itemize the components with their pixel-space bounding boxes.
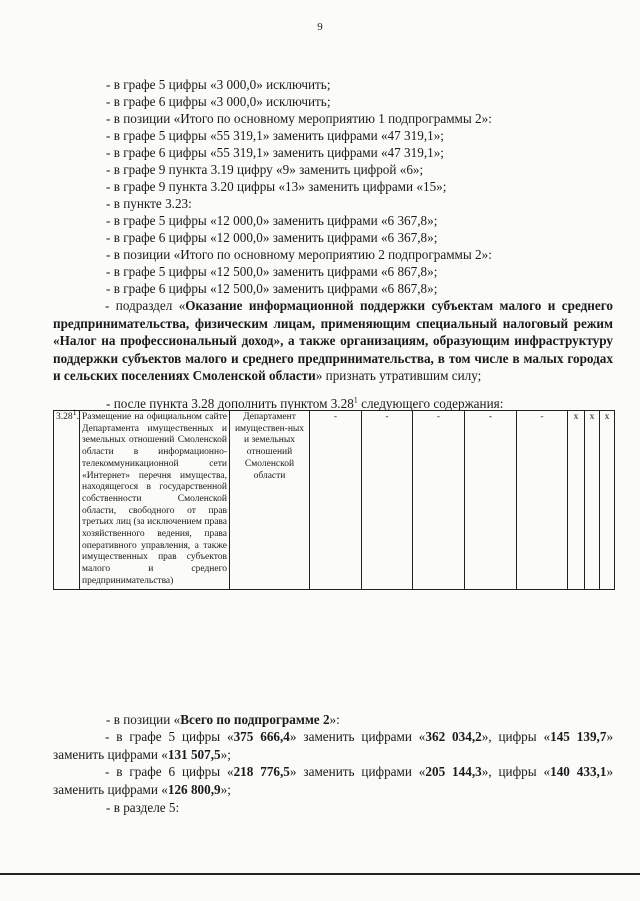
point-number: 3.28 — [56, 412, 73, 422]
dash-cell: - — [413, 411, 465, 590]
amendment-line: - в пункте 3.23: — [106, 196, 192, 211]
new-value: 126 800,9 — [167, 781, 221, 797]
subsection-suffix: » признать утратившим силу; — [315, 368, 482, 384]
text-fragment: » заменить цифрами « — [53, 729, 614, 762]
amendment-line: - в графе 9 пункта 3.20 цифры «13» заменить цифрами «15»; — [106, 179, 447, 194]
new-value: 131 507,5 — [167, 746, 221, 762]
new-value: 205 144,3 — [425, 764, 482, 779]
point-number-cell — [54, 407, 80, 590]
old-value: 140 433,1 — [550, 764, 607, 779]
text-fragment: - в графе 6 цифры « — [105, 764, 234, 779]
dash-cell: - — [310, 411, 362, 590]
amendment-line: - в графе 6 цифры «12 000,0» заменить цифрами «6 367,8»; — [106, 230, 438, 245]
text-fragment: »; — [220, 746, 231, 762]
amendment-line: - в графе 5 цифры «55 319,1» заменить цифрами «47 319,1»; — [106, 128, 444, 143]
dash-cell: - — [362, 411, 413, 590]
amendment-line: - в графе 5 цифры «12 500,0» заменить цифрами «6 867,8»; — [106, 264, 438, 279]
amendment-table — [53, 407, 615, 590]
amendment-line: - в графе 5 цифры «12 000,0» заменить цифрами «6 367,8»; — [106, 213, 438, 228]
section5-line: - в разделе 5: — [106, 800, 180, 815]
subsection-paragraph — [53, 297, 613, 385]
mark-cell: x — [585, 411, 600, 590]
text-fragment: », цифры « — [481, 764, 551, 779]
total-paragraph-col5 — [53, 728, 613, 763]
text-fragment: »; — [220, 781, 231, 797]
executor-cell: Департамент имуществен-ных и земельных отношений Смоленской области — [230, 411, 310, 590]
total-paragraph-col6 — [53, 763, 613, 798]
old-value: 218 776,5 — [233, 764, 290, 779]
amendment-line: - в графе 6 цифры «55 319,1» заменить цифрами «47 319,1»; — [106, 145, 444, 160]
amendment-line: - в позиции «Итого по основному мероприятию 1 подпрограммы 2»: — [106, 111, 492, 126]
total-intro-prefix: - в позиции « — [106, 712, 181, 727]
point-number-tail: . — [76, 412, 79, 422]
footer-rule — [0, 873, 640, 875]
table-row — [54, 411, 615, 590]
amendment-line: - в позиции «Итого по основному мероприятию 2 подпрограммы 2»: — [106, 247, 492, 262]
subsection-title: Оказание информационной поддержки субъектам малого и среднего предпринимательства, физическим лицам, применяющим специальный налоговый режим «Налог на профессиональный доход», а также организациям, образующим инфраструктуру поддержки субъектов малого и среднего предпринимательства, в том числе в малых городах и сельских поселениях Смоленской области — [53, 298, 613, 384]
after-point-sup: 1 — [353, 395, 358, 405]
mark-cell: x — [568, 411, 585, 590]
amendment-line: - в графе 6 цифры «12 500,0» заменить цифрами «6 867,8»; — [106, 281, 438, 296]
mark-cell: x — [600, 411, 615, 590]
total-intro-line — [106, 711, 340, 728]
new-value: 362 034,2 — [425, 729, 482, 744]
dash-cell: - — [517, 411, 568, 590]
page-number: 9 — [317, 21, 323, 33]
after-point-text: - после пункта 3.28 дополнить пунктом 3.28 — [106, 396, 354, 411]
text-fragment: » заменить цифрами « — [289, 764, 426, 779]
amendment-line: - в графе 6 цифры «3 000,0» исключить; — [106, 94, 331, 109]
subsection-prefix: - подраздел « — [105, 298, 186, 313]
after-point-tail: следующего содержания: — [357, 396, 504, 411]
old-value: 145 139,7 — [550, 729, 607, 744]
point-number-sup: 1 — [72, 407, 77, 417]
total-intro-suffix: »: — [329, 712, 340, 727]
description-cell: Размещение на официальном сайте Департамента имущественных и земельных отношений Смоленской области в информационно-телекоммуникационной сети «Интернет» перечня имущества, находящегося в государственной собственности Смоленской области, свободного от прав третьих лиц (за исключением права хозяйственного ведения, права оперативного управления, а также имущественных прав субъектов малого и среднего предпринимательства) — [80, 411, 230, 590]
old-value: 375 666,4 — [233, 729, 290, 744]
amendment-line: - в графе 9 пункта 3.19 цифру «9» заменить цифрой «6»; — [106, 162, 424, 177]
text-fragment: » заменить цифрами « — [53, 764, 614, 797]
text-fragment: », цифры « — [481, 729, 551, 744]
amendment-line: - в графе 5 цифры «3 000,0» исключить; — [106, 77, 331, 92]
dash-cell: - — [465, 411, 517, 590]
text-fragment: - в графе 5 цифры « — [105, 729, 234, 744]
total-intro-title: Всего по подпрограмме 2 — [180, 712, 330, 727]
text-fragment: » заменить цифрами « — [289, 729, 426, 744]
